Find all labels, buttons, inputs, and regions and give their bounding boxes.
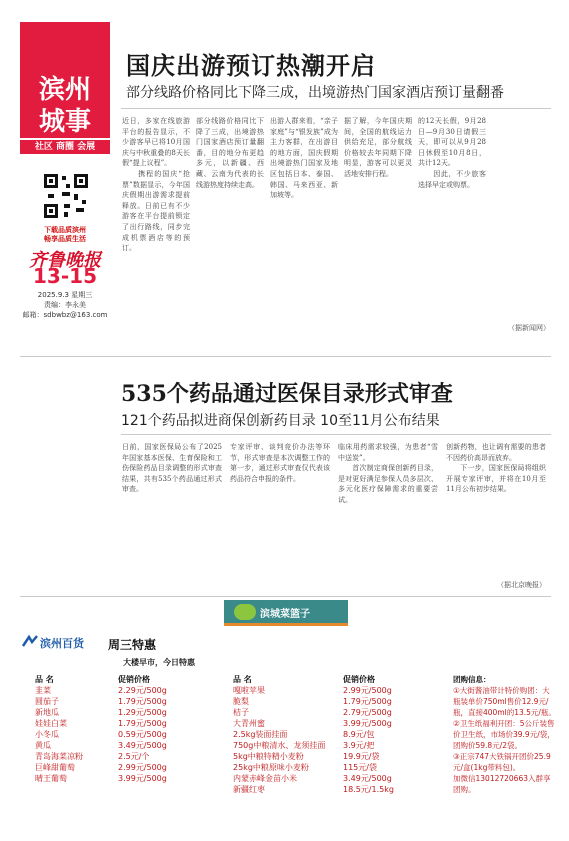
ad-title: 周三特惠: [108, 638, 157, 652]
section-title: 滨州 城事: [20, 70, 110, 138]
group-buy-line: ①大街酱油带计特价购团：大瓶装单价750ml售价12.9元/瓶，直接400ml的13.5元/瓶。: [453, 686, 556, 717]
price-list-2: [233, 674, 325, 795]
list-item: 脆梨: [233, 697, 249, 706]
list-item: 嘎啦苹果: [233, 686, 265, 695]
list-item: 娃娃白菜: [35, 719, 67, 728]
list-price: 2.79元/500g: [343, 708, 392, 717]
list-item: 25kg中粮原味小麦粉: [233, 763, 309, 772]
list-price: 0.59元/500g: [118, 730, 167, 739]
store-name: 滨州百货: [40, 637, 84, 650]
list-price: 3.99元/500g: [118, 774, 167, 783]
section-masthead: [20, 0, 110, 335]
list-item: 圆茄子: [35, 697, 59, 706]
story2-subheadline: 121个药品拟进商保创新药目录 10至11月公布结果: [121, 413, 440, 429]
story1-column: 近日，多家在线旅游平台的报告显示，不少游客早已将10月国庆与中秋重叠的8天长假“提上议程”。 携程的国庆“抢票”数据显示，今年国庆假期出游需求提前释放。日前已有不少游客在平台提前锁定了出行路线，同步完成机票酒店等的预订。: [122, 117, 190, 253]
col-header-price: 促销价格: [343, 675, 375, 684]
col-header-name: 品 名: [233, 675, 252, 684]
price-list-1: [35, 674, 83, 784]
list-item: 2.5kg装面挂面: [233, 730, 288, 739]
list-item: 新疆红枣: [233, 785, 265, 794]
qr-code-icon: [42, 172, 90, 220]
list-item: 桔子: [233, 708, 249, 717]
vegetable-basket-icon: [234, 604, 256, 620]
list-price: 3.49元/500g: [343, 774, 392, 783]
story2-headline: 535个药品通过医保目录形式审查: [121, 381, 453, 407]
list-item: 巨峰甜葡萄: [35, 763, 75, 772]
list-item: 黄瓜: [35, 741, 51, 750]
qr-caption: 畅享品质生活: [44, 235, 86, 243]
list-item: 新地瓜: [35, 708, 59, 717]
story1-column: 的12天长假，9月28日—9月30日请假三天，即可以从9月28日休假至10月8日，共计12天。 因此，不少旅客选择早定或购票。: [418, 117, 486, 189]
list-price: 3.99元/500g: [343, 719, 392, 728]
story1-subheadline: 部分线路价格同比下降三成，出境游热门国家酒店预订量翻番: [126, 85, 504, 101]
story1-column: 据了解，今年国庆期间，全国的航线运力供给充足，部分航线价格较去年同期下降明显，游客可以更灵活地安排行程。: [344, 117, 412, 178]
issue-date: 2025.9.3 星期三: [37, 291, 93, 299]
price-list-1-prices: [118, 674, 167, 784]
story1-column: 部分线路价格同比下降了三成，出境游热门国家酒店预订量翻番，目的地分布更趋多元，以新疆、西藏、云南为代表的长线游热度持续走高。: [196, 117, 264, 189]
group-buy-line: 加微信13012720663入群享团购。: [453, 774, 551, 794]
page-numbers: 13-15: [33, 264, 97, 288]
story2-source: （据北京晚报）: [497, 581, 546, 589]
group-buy-line: ②卫生纸福利开团：5公斤装售价卫生纸，市场价39.9元/袋，团购价59.8元/2袋。: [453, 719, 555, 750]
story2-column: 专家评审、谈判竞价办法等环节，形式审查是本次调整工作的第一步，通过形式审查仅代表该药品符合申报的条件。: [230, 443, 330, 483]
divider: [121, 108, 551, 109]
divider: [121, 434, 551, 435]
col-header-price: 促销价格: [118, 675, 150, 684]
list-price: 3.9元/把: [343, 741, 375, 750]
list-price: 1.79元/500g: [118, 697, 167, 706]
list-price: 1.79元/500g: [343, 697, 392, 706]
list-price: 8.9元/包: [343, 730, 375, 739]
email: 邮箱：sdbwbz@163.com: [22, 311, 108, 319]
story1-headline: 国庆出游预订热潮开启: [126, 51, 376, 80]
editor: 责编：李永美: [44, 301, 86, 309]
list-item: 青岛海菜凉粉: [35, 752, 83, 761]
ad-banner-title: 滨城菜篮子: [260, 609, 310, 620]
story1-source: （据新闻网）: [508, 324, 550, 332]
list-item: 内蒙赤峰金苗小米: [233, 774, 297, 783]
ad-tagline: 大楼早市，今日特惠: [123, 658, 195, 667]
list-item: 750g中粮清水、龙须挂面: [233, 741, 326, 750]
section-subtitle: 社区 商圈 会展: [20, 140, 110, 154]
list-price: 19.9元/袋: [343, 752, 380, 761]
store-logo-icon: [22, 634, 38, 650]
newspaper-logo: 齐鲁晚报: [29, 250, 101, 271]
list-item: 大青州蜜: [233, 719, 265, 728]
group-buy-line: ③正宗747大铁锅开团价25.9元/盒(1kg带料包)。: [453, 752, 551, 772]
list-price: 1.29元/500g: [118, 708, 167, 717]
price-list-2-prices: [343, 674, 394, 795]
list-price: 3.49元/500g: [118, 741, 167, 750]
list-price: 18.5元/1.5kg: [343, 785, 394, 794]
list-price: 1.79元/500g: [118, 719, 167, 728]
list-price: 2.29元/500g: [118, 686, 167, 695]
list-item: 晴王葡萄: [35, 774, 67, 783]
group-buy-title: 团购信息：: [453, 675, 491, 684]
divider: [20, 596, 551, 597]
store-logo: [22, 633, 102, 651]
divider: [20, 356, 551, 357]
story2-column: 创新药物，也让调有需要的患者不因药价高昂而放弃。 下一步，国家医保局将组织开展专家评审，并将在10月至11月公布初步结果。: [446, 443, 546, 494]
list-price: 2.5元/个: [118, 752, 150, 761]
list-price: 2.99元/500g: [118, 763, 167, 772]
col-header-name: 品 名: [35, 675, 54, 684]
qr-caption: 下载品质滨州: [44, 226, 86, 234]
list-item: 小冬瓜: [35, 730, 59, 739]
list-item: 5kg中粮特精小麦粉: [233, 752, 304, 761]
story2-column: 临床用药需求较强，为患者“雪中送炭”。 首次制定商保创新药目录，是对更好满足参保人员多层次、多元化医疗保障需求的重要尝试。: [338, 443, 438, 504]
group-buy-info: [453, 674, 557, 795]
ad-banner: [224, 600, 348, 626]
story1-column: 出游人群来看，“亲子家庭”与“银发族”成为主力客群，在出游目的地方面，国庆假期出境游热门国家及地区包括日本、泰国、韩国、马来西亚、新加坡等。: [270, 117, 338, 200]
list-item: 韭菜: [35, 686, 51, 695]
story2-column: 日前，国家医保局公布了2025年国家基本医保、生育保险和工伤保险药品目录调整的形式审查结果，共有535个药品通过形式审查。: [122, 443, 222, 494]
list-price: 2.99元/500g: [343, 686, 392, 695]
list-price: 115元/袋: [343, 763, 377, 772]
